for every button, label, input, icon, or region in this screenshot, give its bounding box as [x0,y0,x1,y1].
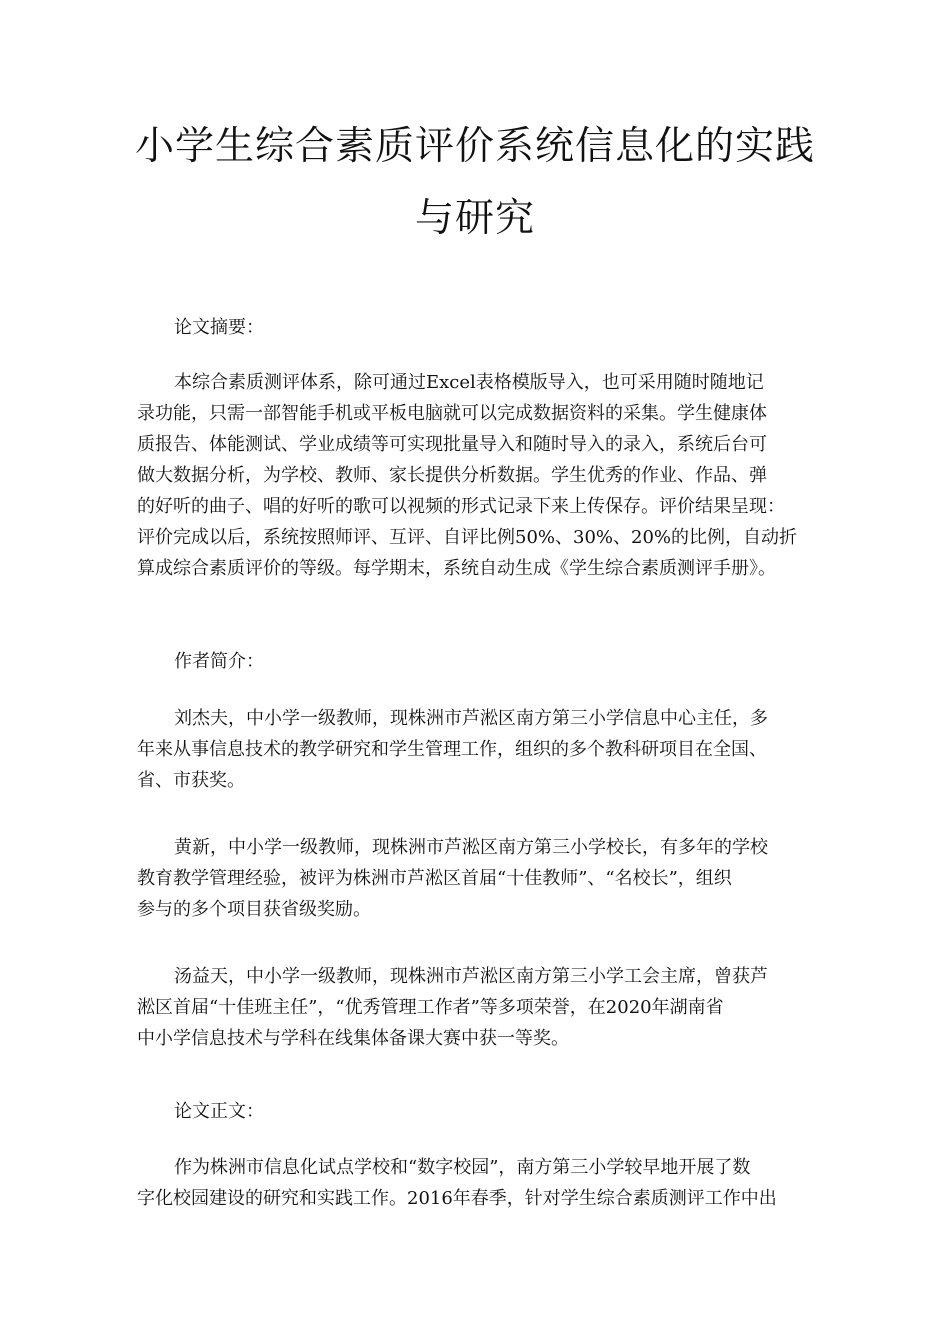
author-bio-line: 汤益天，中小学一级教师，现株洲市芦淞区南方第三小学工会主席，曾获芦 [174,966,768,987]
author-heading-text: 作者简介： [174,651,264,672]
document-title-line-2: 与研究 [414,196,535,241]
author-bio-huang [137,832,827,925]
body-heading-text: 论文正文： [174,1101,264,1122]
abstract-line: 做大数据分析，为学校、教师、家长提供分析数据。学生优秀的作业、作品、弹 [137,465,767,486]
abstract-paragraph [137,367,827,584]
author-bio-line: 中小学信息技术与学科在线集体备课大赛中获一等奖。 [137,1028,569,1049]
body-paragraph [137,1152,827,1214]
abstract-line: 的好听的曲子、唱的好听的歌可以视频的形式记录下来上传保存。评价结果呈现： [137,496,785,517]
document-title-line-1: 小学生综合素质评价系统信息化的实践 [134,124,815,169]
abstract-line: 录功能，只需一部智能手机或平板电脑就可以完成数据资料的采集。学生健康体 [137,403,767,424]
author-bio-line: 年来从事信息技术的教学研究和学生管理工作，组织的多个教科研项目在全国、 [137,739,767,760]
author-bio-liu [137,703,827,796]
abstract-line: 本综合素质测评体系，除可通过Excel表格模版导入，也可采用随时随地记 [174,372,764,393]
author-bio-line: 刘杰夫，中小学一级教师，现株洲市芦淞区南方第三小学信息中心主任，多 [174,708,768,729]
abstract-heading-text: 论文摘要： [174,317,264,338]
abstract-heading [137,312,827,343]
author-bio-line: 淞区首届“十佳班主任”，“优秀管理工作者”等多项荣誉，在2020年湖南省 [137,997,724,1018]
abstract-line: 质报告、体能测试、学业成绩等可实现批量导入和随时导入的录入，系统后台可 [137,434,767,455]
author-bio-line: 省、市获奖。 [137,770,245,791]
author-bio-line: 教育教学管理经验，被评为株洲市芦淞区首届“十佳教师”、“名校长”，组织 [137,868,732,889]
body-heading [137,1096,827,1127]
abstract-line: 评价完成以后，系统按照师评、互评、自评比例50%、30%、20%的比例，自动折 [137,527,798,548]
author-bio-tang [137,961,827,1054]
abstract-line: 算成综合素质评价的等级。每学期末，系统自动生成《学生综合素质测评手册》。 [137,558,776,579]
body-line: 作为株洲市信息化试点学校和“数字校园”，南方第三小学较早地开展了数 [174,1157,751,1178]
body-line: 字化校园建设的研究和实践工作。2016年春季，针对学生综合素质测评工作中出 [137,1188,777,1209]
author-bio-line: 黄新，中小学一级教师，现株洲市芦淞区南方第三小学校长，有多年的学校 [174,837,768,858]
author-bio-line: 参与的多个项目获省级奖励。 [137,899,371,920]
author-heading [137,646,827,677]
